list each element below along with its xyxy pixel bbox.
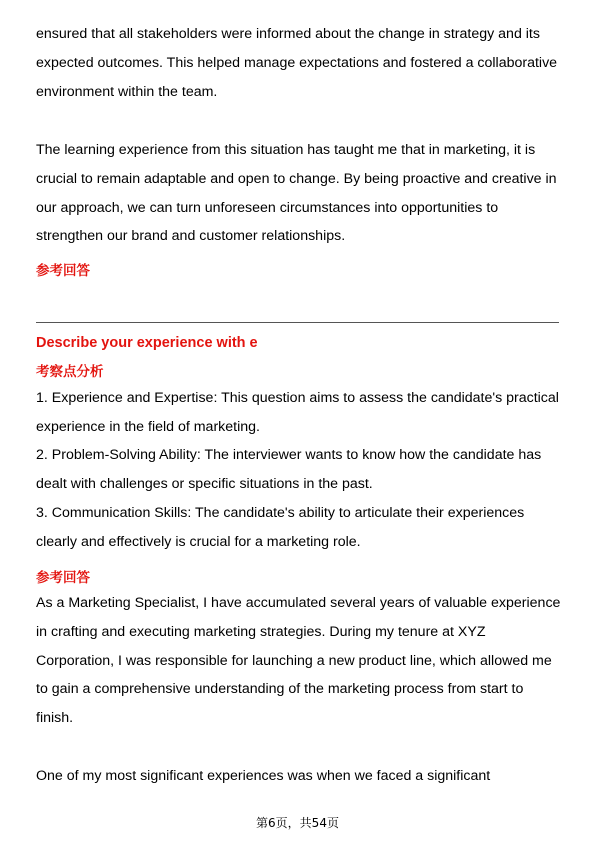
final-paragraph: One of my most significant experiences was when we faced a significant [36, 768, 491, 784]
analysis-point-2: 2. Problem-Solving Ability: The interviewer wants to know how the candidate has dealt with challenges or specific situations in the past. [36, 447, 542, 492]
question-title: Describe your experience with e [36, 335, 258, 351]
intro-paragraph: ensured that all stakeholders were informed about the change in strategy and its expected outcomes. This helped manage expectations and fostered a collaborative environment within the team. [36, 26, 558, 100]
learning-paragraph: The learning experience from this situation has taught me that in marketing, it is crucial to remain adaptable and open to change. By being proactive and creative in our approach, we can turn unforeseen circumstances into opportunities to strengthen our brand and customer relationships. [36, 142, 557, 245]
analysis-label: 考察点分析 [36, 364, 104, 380]
analysis-point-1: 1. Experience and Expertise: This question aims to assess the candidate's practical experience in the field of marketing. [36, 390, 559, 435]
reference-answer-label-2: 参考回答 [36, 570, 90, 586]
reference-answer-label: 参考回答 [36, 263, 90, 279]
analysis-point-3: 3. Communication Skills: The candidate's ability to articulate their experiences clearly and effectively is crucial for a marketing role. [36, 505, 525, 550]
page-indicator: 第6页，共54页 [256, 816, 339, 830]
section-divider [36, 322, 559, 323]
answer-paragraph: As a Marketing Specialist, I have accumulated several years of valuable experience in crafting and executing marketing strategies. During my tenure at XYZ Corporation, I was responsible for launching a new product line, which allowed me to gain a comprehensive understanding of the marketing process from start to finish. [36, 595, 561, 727]
